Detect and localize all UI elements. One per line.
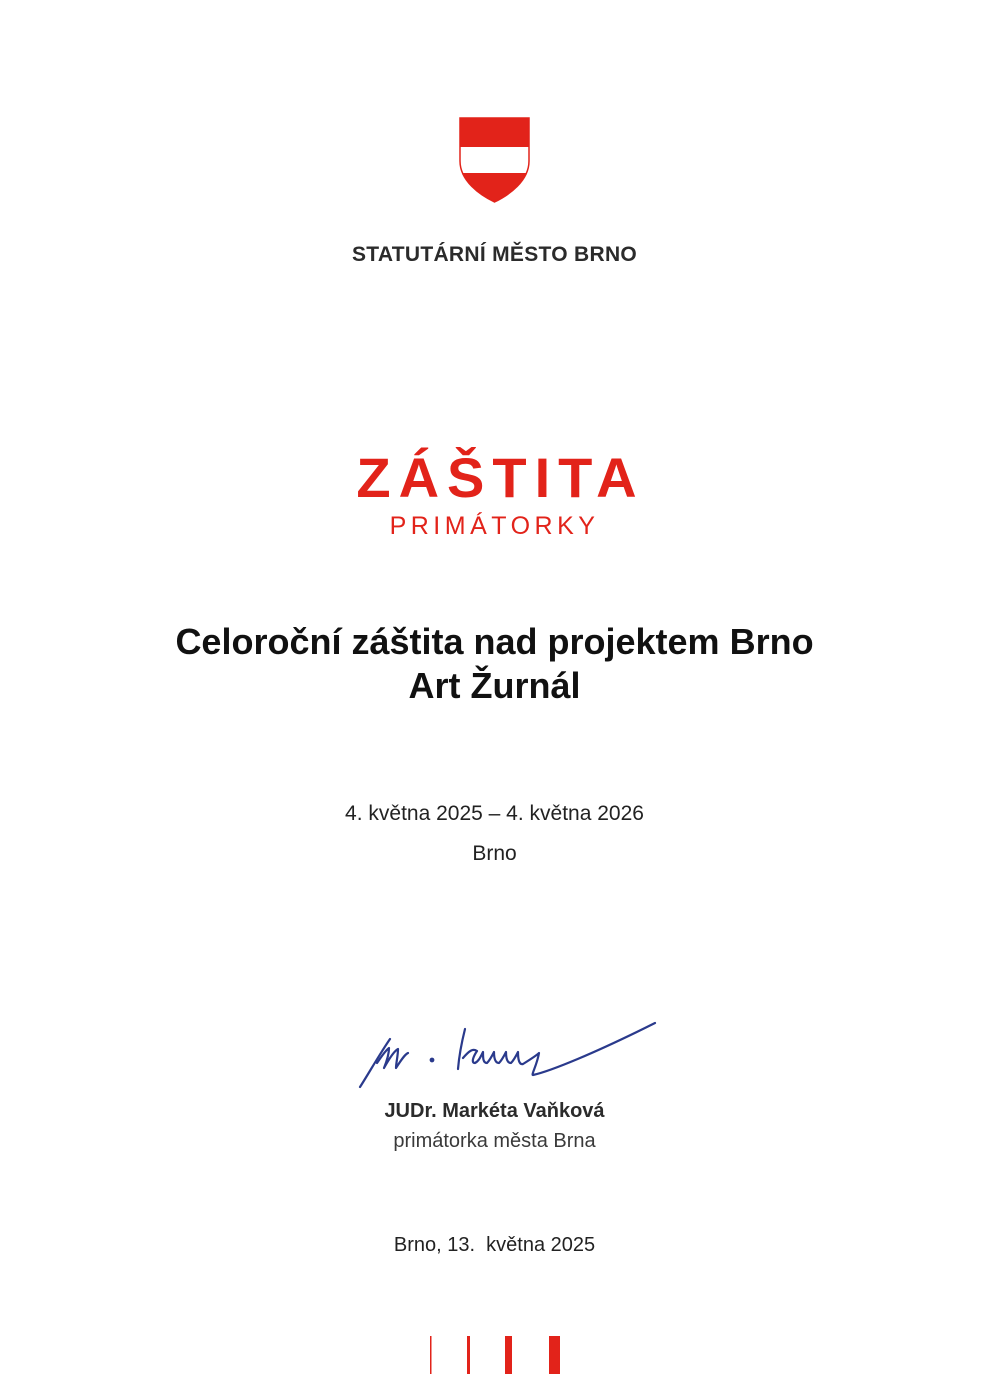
project-title-line1: Celoroční záštita nad projektem Brno: [175, 621, 814, 662]
date-signed: Brno, 13. května 2025: [393, 1234, 596, 1256]
signer-role: primátorka města Brna: [393, 1130, 596, 1152]
project-title-line2: Art Žurnál: [408, 665, 581, 706]
heading-subtitle: PRIMÁTORKY: [389, 512, 600, 540]
city-name: STATUTÁRNÍ MĚSTO BRNO: [351, 243, 638, 266]
event-place: Brno: [472, 842, 517, 865]
brand-bars-icon: [425, 1336, 565, 1374]
event-dates: 4. května 2025 – 4. května 2026: [345, 802, 644, 825]
handwritten-signature-icon: [355, 1015, 665, 1095]
project-title: [0, 620, 989, 708]
brno-coat-of-arms-icon: [459, 117, 530, 203]
signer-name: JUDr. Markéta Vaňková: [384, 1100, 605, 1122]
heading-title: ZÁŠTITA: [356, 446, 645, 509]
